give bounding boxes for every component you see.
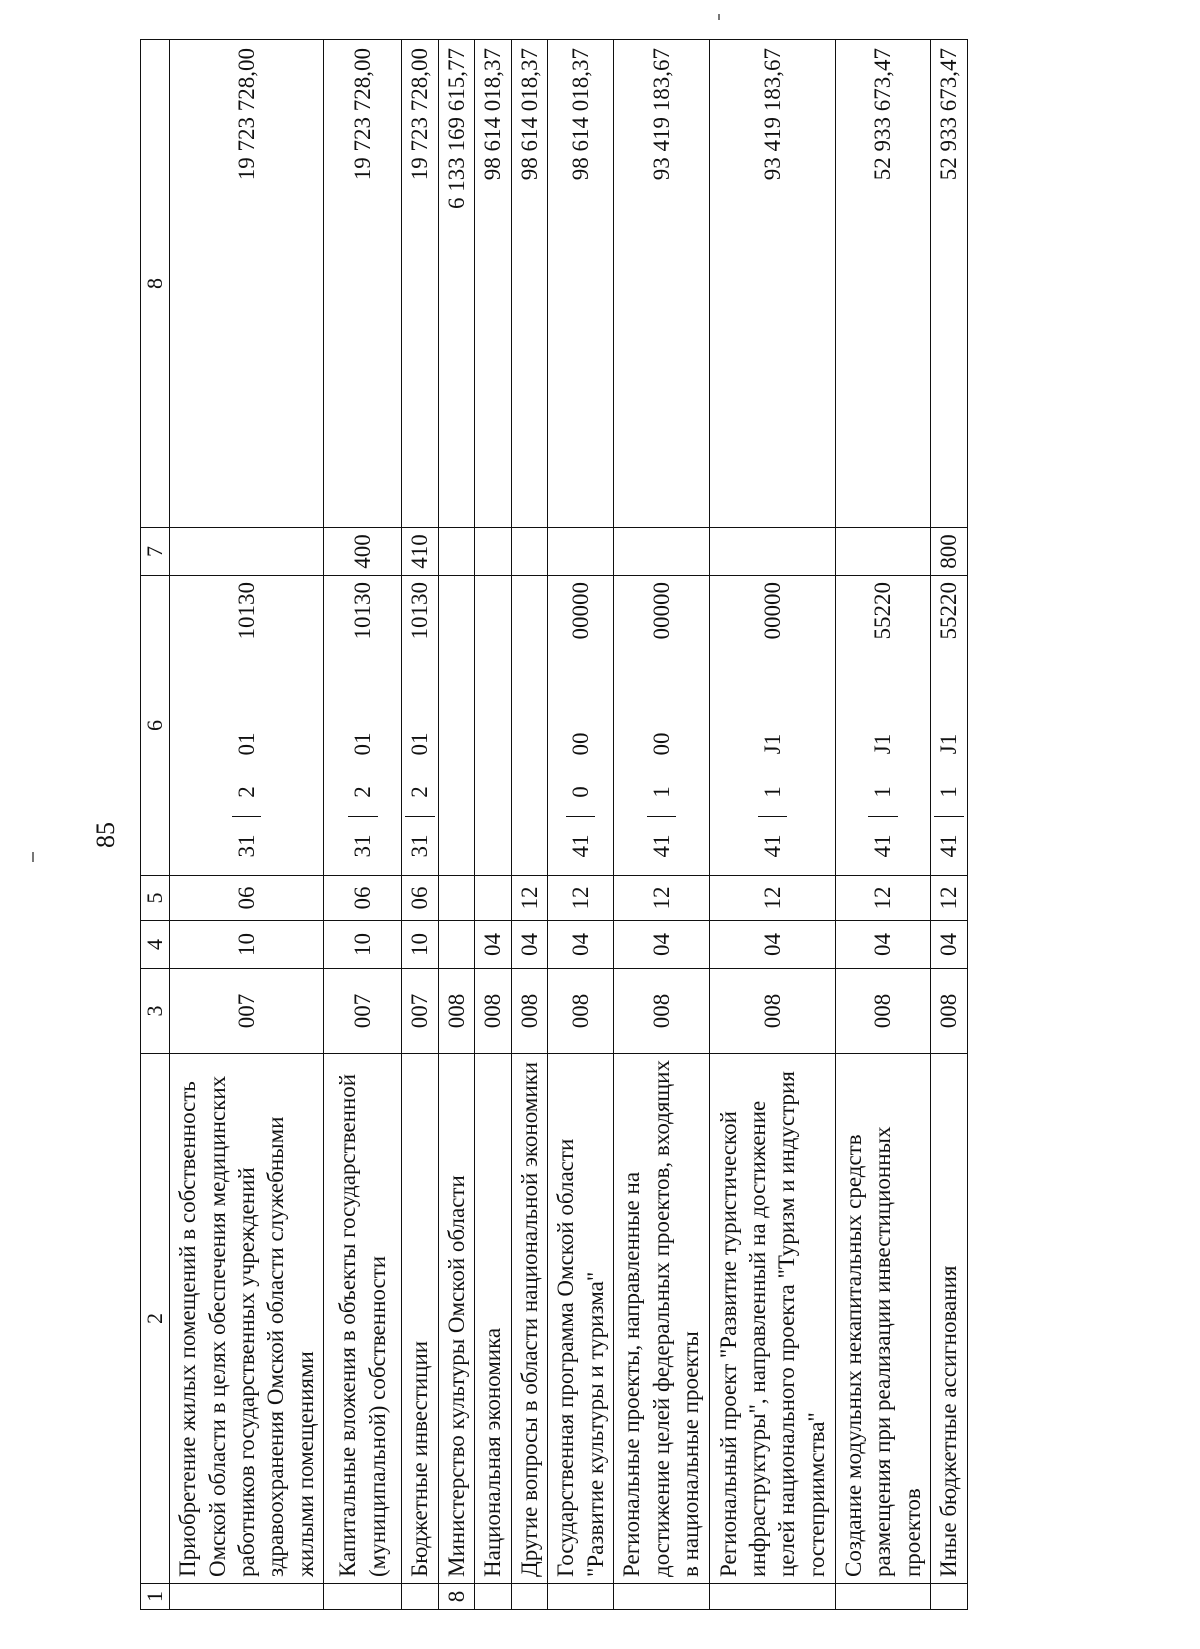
subprogram-code: 2 (407, 786, 433, 798)
header-cell: 5 (141, 876, 170, 921)
program-code: 41 (934, 816, 963, 875)
ministry-code-cell: 007 (324, 969, 402, 1054)
direction-code: 00000 (648, 582, 674, 640)
amount-cell: 6 133 169 615,77 (438, 40, 474, 528)
section-code-cell: 04 (475, 921, 511, 969)
program-code: 31 (405, 816, 434, 875)
section-code-cell: 04 (931, 921, 967, 969)
ministry-code-cell: 008 (438, 969, 474, 1054)
header-cell: 7 (141, 528, 170, 576)
subsection-code-cell: 12 (835, 876, 930, 921)
amount-cell: 98 614 018,37 (475, 40, 511, 528)
row-number-cell (709, 1584, 835, 1610)
item-name-cell: Создание модульных некапитальных средств размещения при реализации инвестиционных проектов (835, 1054, 930, 1584)
row-number-cell (475, 1584, 511, 1610)
target-article-cell (613, 576, 709, 876)
section-code-cell: 04 (548, 921, 614, 969)
table-row (324, 40, 402, 1610)
header-cell: 3 (141, 969, 170, 1054)
direction-code: 55220 (936, 582, 962, 640)
ministry-code-cell: 008 (835, 969, 930, 1054)
budget-table (140, 39, 968, 1610)
header-cell: 6 (141, 576, 170, 876)
amount-cell: 19 723 728,00 (170, 40, 324, 528)
subprogram-code: 1 (759, 786, 785, 798)
row-number-cell (170, 1584, 324, 1610)
expense-type-cell (438, 528, 474, 576)
subsection-code-cell: 12 (511, 876, 547, 921)
expense-type-cell (511, 528, 547, 576)
section-code-cell (438, 921, 474, 969)
row-number-cell (511, 1584, 547, 1610)
item-name-cell: Министерство культуры Омской области (438, 1054, 474, 1584)
program-code: 41 (758, 816, 787, 875)
direction-code: 10130 (350, 582, 376, 640)
ministry-code-cell: 008 (613, 969, 709, 1054)
row-number-cell (613, 1584, 709, 1610)
subprogram-code: 1 (870, 786, 896, 798)
subsection-code-cell: 12 (931, 876, 967, 921)
expense-type-cell (170, 528, 324, 576)
amount-cell: 98 614 018,37 (548, 40, 614, 528)
subsection-code-cell: 06 (324, 876, 402, 921)
subprogram-code: 0 (567, 786, 593, 798)
target-article-cell (438, 576, 474, 876)
program-code: 41 (868, 816, 897, 875)
scan-speck (32, 852, 34, 862)
item-name-cell: Другие вопросы в области национальной экономики (511, 1054, 547, 1584)
item-name-cell: Государственная программа Омской области "Развитие культуры и туризма" (548, 1054, 614, 1584)
page-number: 85 (91, 822, 120, 848)
ministry-code-cell: 008 (548, 969, 614, 1054)
table-row (475, 40, 511, 1610)
project-code: 01 (234, 732, 260, 756)
header-cell: 8 (141, 40, 170, 528)
item-name-cell: Капитальные вложения в объекты государственной (муниципальной) собственности (324, 1054, 402, 1584)
project-code: J1 (759, 733, 785, 755)
amount-cell: 93 419 183,67 (709, 40, 835, 528)
amount-cell: 19 723 728,00 (402, 40, 438, 528)
expense-type-cell (709, 528, 835, 576)
header-cell: 2 (141, 1054, 170, 1584)
direction-code: 55220 (870, 582, 896, 640)
table-row (709, 40, 835, 1610)
budget-table-container (140, 40, 1200, 1610)
subprogram-code: 2 (234, 786, 260, 798)
table-row (613, 40, 709, 1610)
row-number-cell (931, 1584, 967, 1610)
subsection-code-cell: 06 (402, 876, 438, 921)
table-row (511, 40, 547, 1610)
direction-code: 10130 (407, 582, 433, 640)
program-code: 31 (348, 816, 377, 875)
subsection-code-cell: 12 (613, 876, 709, 921)
target-article-cell (931, 576, 967, 876)
target-article-cell (709, 576, 835, 876)
direction-code: 00000 (759, 582, 785, 640)
project-code: 00 (648, 732, 674, 756)
ministry-code-cell: 008 (709, 969, 835, 1054)
item-name-cell: Иные бюджетные ассигнования (931, 1054, 967, 1584)
row-number-cell (324, 1584, 402, 1610)
item-name-cell: Национальная экономика (475, 1054, 511, 1584)
header-row (141, 40, 170, 1610)
project-code: 00 (567, 732, 593, 756)
subsection-code-cell (475, 876, 511, 921)
expense-type-cell: 410 (402, 528, 438, 576)
expense-type-cell (613, 528, 709, 576)
item-name-cell: Региональные проекты, направленные на достижение целей федеральных проектов, входящих в национальные проекты (613, 1054, 709, 1584)
project-code: 01 (350, 732, 376, 756)
section-code-cell: 10 (170, 921, 324, 969)
table-row (438, 40, 474, 1610)
section-code-cell: 04 (835, 921, 930, 969)
table-row (170, 40, 324, 1610)
ministry-code-cell: 008 (511, 969, 547, 1054)
row-number-cell (402, 1584, 438, 1610)
project-code: J1 (870, 733, 896, 755)
expense-type-cell: 800 (931, 528, 967, 576)
section-code-cell: 10 (324, 921, 402, 969)
table-row (931, 40, 967, 1610)
target-article-cell (548, 576, 614, 876)
expense-type-cell: 400 (324, 528, 402, 576)
table-row (835, 40, 930, 1610)
ministry-code-cell: 008 (931, 969, 967, 1054)
target-article-cell (170, 576, 324, 876)
expense-type-cell (475, 528, 511, 576)
direction-code: 00000 (567, 582, 593, 640)
direction-code: 10130 (234, 582, 260, 640)
section-code-cell: 10 (402, 921, 438, 969)
ministry-code-cell: 007 (170, 969, 324, 1054)
section-code-cell: 04 (613, 921, 709, 969)
row-number-cell (548, 1584, 614, 1610)
expense-type-cell (548, 528, 614, 576)
table-row (548, 40, 614, 1610)
subsection-code-cell: 12 (709, 876, 835, 921)
table-row (402, 40, 438, 1610)
item-name-cell: Региональный проект "Развитие туристической инфраструктуры", направленный на достижение целей национального проекта "Туризм и индустрия гостеприимства" (709, 1054, 835, 1584)
row-number-cell: 8 (438, 1584, 474, 1610)
subsection-code-cell: 12 (548, 876, 614, 921)
header-cell: 1 (141, 1584, 170, 1610)
target-article-cell (402, 576, 438, 876)
subsection-code-cell: 06 (170, 876, 324, 921)
target-article-cell (511, 576, 547, 876)
target-article-cell (835, 576, 930, 876)
subsection-code-cell (438, 876, 474, 921)
item-name-cell: Приобретение жилых помещений в собственность Омской области в целях обеспечения медицинских работников государственных учреждений здравоохранения Омской области служебными жилыми помещениями (170, 1054, 324, 1584)
ministry-code-cell: 008 (475, 969, 511, 1054)
program-code: 41 (566, 816, 595, 875)
amount-cell: 93 419 183,67 (613, 40, 709, 528)
item-name-cell: Бюджетные инвестиции (402, 1054, 438, 1584)
project-code: 01 (407, 732, 433, 756)
amount-cell: 52 933 673,47 (931, 40, 967, 528)
amount-cell: 52 933 673,47 (835, 40, 930, 528)
program-code: 31 (232, 816, 261, 875)
scan-speck (718, 14, 720, 20)
subprogram-code: 2 (350, 786, 376, 798)
section-code-cell: 04 (511, 921, 547, 969)
target-article-cell (324, 576, 402, 876)
ministry-code-cell: 007 (402, 969, 438, 1054)
target-article-cell (475, 576, 511, 876)
amount-cell: 19 723 728,00 (324, 40, 402, 528)
expense-type-cell (835, 528, 930, 576)
project-code: J1 (936, 733, 962, 755)
header-cell: 4 (141, 921, 170, 969)
amount-cell: 98 614 018,37 (511, 40, 547, 528)
section-code-cell: 04 (709, 921, 835, 969)
subprogram-code: 1 (648, 786, 674, 798)
row-number-cell (835, 1584, 930, 1610)
program-code: 41 (647, 816, 676, 875)
subprogram-code: 1 (936, 786, 962, 798)
